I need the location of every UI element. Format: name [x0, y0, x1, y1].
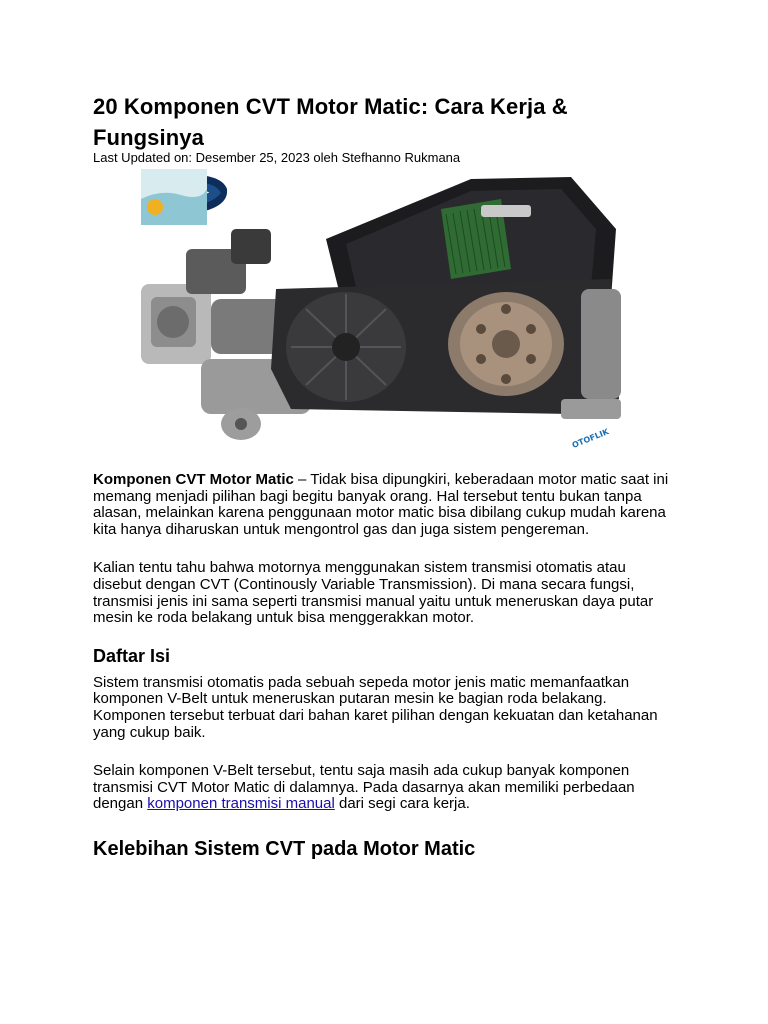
- intro-text: – Tidak bisa dipungkiri, keberadaan motor matic saat ini memang menjadi pilihan bagi begitu banyak orang. Hal tersebut tentu bukan tanpa alasan, melainkan karena penggunaan motor matic bisa dibilang cukup mudah karena kita hanya diharuskan untuk mengontrol gas dan juga sistem pengereman.: [93, 471, 669, 538]
- article-title: 20 Komponen CVT Motor Matic: Cara Kerja & Fungsinya: [93, 94, 568, 150]
- paragraph-components: [93, 763, 678, 813]
- paragraph-vbelt: Sistem transmisi otomatis pada sebuah sepeda motor jenis matic memanfaatkan komponen V-Belt untuk meneruskan putaran mesin ke bagian roda belakang. Komponen tersebut terbuat dari bahan karet pilihan dengan kekuatan dan ketahanan yang cukup baik.: [93, 673, 658, 741]
- intro-paragraph: [93, 472, 678, 538]
- para4-after: dari segi cara kerja.: [334, 795, 470, 813]
- article-meta: Last Updated on: Desember 25, 2023 oleh Stefhanno Rukmana: [93, 150, 461, 165]
- manual-transmission-link[interactable]: komponen transmisi manual: [147, 795, 335, 813]
- toc-heading: Daftar Isi: [93, 645, 171, 666]
- watermark-text: OTOFLIK: [570, 427, 611, 450]
- otoflik-watermark: [141, 169, 207, 225]
- section-heading: Kelebihan Sistem CVT pada Motor Matic: [93, 837, 476, 860]
- para4-before: Selain komponen V-Belt tersebut, tentu saja masih ada cukup banyak komponen transmisi CVT Motor Matic di dalamnya. Pada dasarnya akan memiliki perbedaan dengan: [93, 762, 635, 813]
- intro-bold: Komponen CVT Motor Matic: [93, 471, 294, 488]
- article: [93, 91, 678, 861]
- paragraph-cvt: Kalian tentu tahu bahwa motornya menggunakan sistem transmisi otomatis atau disebut dengan CVT (Continously Variable Transmission). Di mana secara fungsi, transmisi jenis ini sama seperti transmisi manual yaitu untuk meneruskan daya putar mesin ke roda belakang untuk bisa menggerakkan motor.: [93, 559, 654, 627]
- engine-image: [93, 169, 678, 459]
